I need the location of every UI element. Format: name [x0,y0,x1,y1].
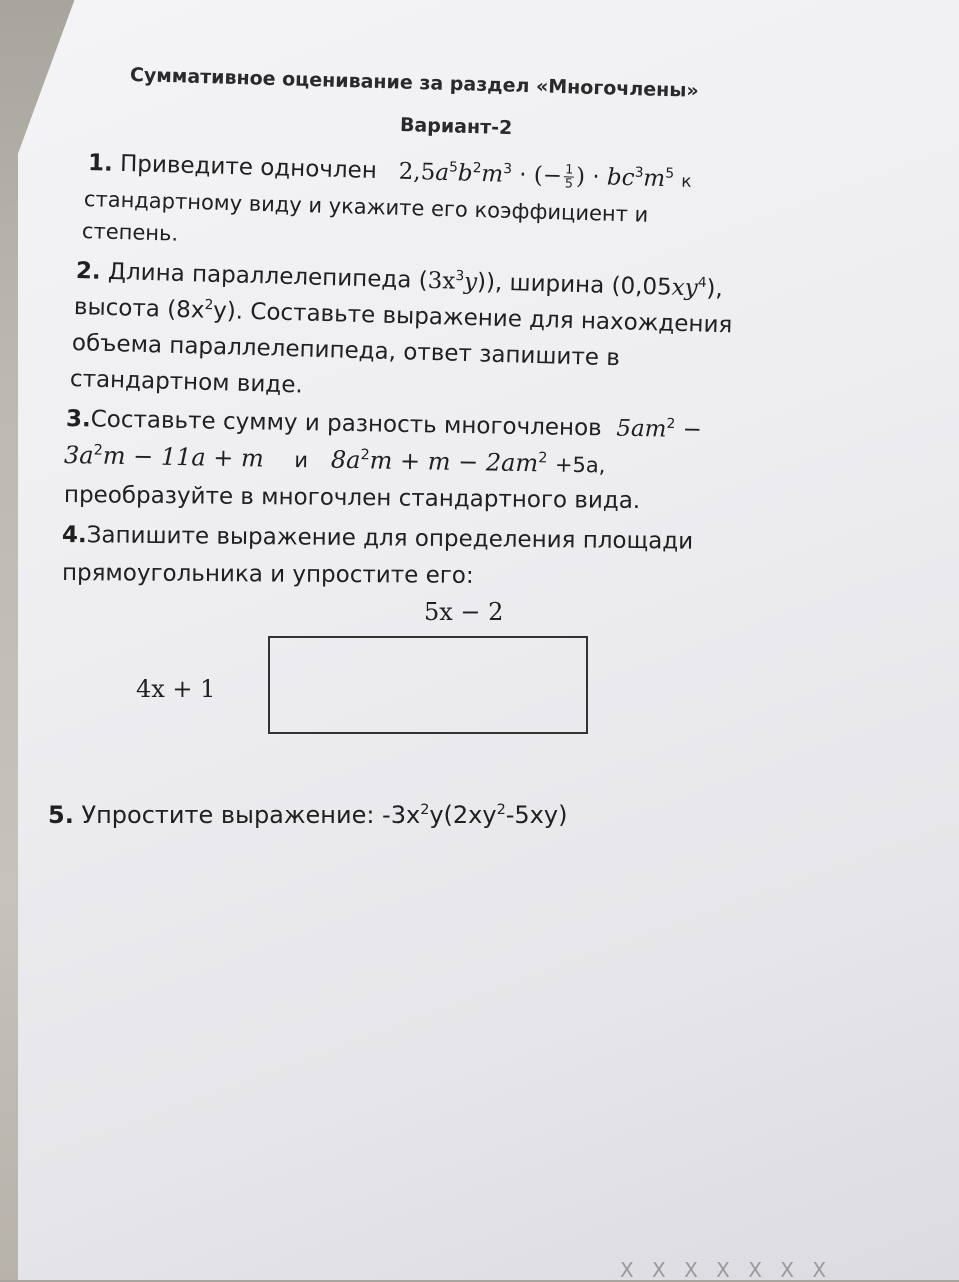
q3-p1-a: 5am [616,415,667,443]
q5-tail: -5xy) [505,801,568,829]
q1-exp-b: 2 [472,160,482,177]
q2-height-prefix: высота (8x [73,294,205,324]
q2-line3: объема параллелепипеда, ответ запишите в [71,330,621,372]
q3-p2-tail: +5a, [554,452,606,478]
q1-m2: bc [606,164,635,192]
q1-exp-a: 5 [448,159,459,176]
variant-label: Вариант-2 [399,114,513,140]
q1-dot2: · [592,164,601,191]
q3-p2-a-exp: 2 [360,447,370,464]
q3-p1-b: 3a [63,441,94,470]
q3-p2-a: 8a [330,445,361,475]
q1-paren-open: (− [533,162,563,190]
q5-exp1: 2 [420,802,430,818]
q1-text-k: к [680,171,692,192]
q1-fraction [564,161,575,191]
q4-number: 4. [61,522,87,549]
q1-frac-den: 5 [564,175,574,191]
q4-line1-text: Запишите выражение для определения площади [86,522,694,555]
q2-length-exp: 3 [455,267,465,285]
q2-width-exp: 4 [697,274,707,291]
q5-number: 5. [48,801,74,829]
q4-line1 [62,520,693,557]
bottom-edge-marks: X X X X X X X [620,1258,833,1282]
q2-text1-close: )), ширина ( [476,269,621,300]
q3-p2-a-tail: m + m − 2am [369,446,539,478]
q3-p1-a-exp: 2 [666,415,676,432]
document-title: Суммативное оценивание за раздел «Многочлены» [129,64,700,102]
q1-text-start: Приведите одночлен [119,150,378,185]
q5-line [48,800,567,830]
q1-coef: 2,5 [398,158,436,186]
q2-width-base: xy [671,274,699,302]
q1-number: 1. [87,150,114,177]
q3-p1-b-exp: 2 [93,442,103,459]
q1-exp-c: 3 [634,164,644,181]
q3-number: 3. [65,406,91,433]
q1-paren-close: ) [575,163,586,190]
q2-length-tail: y [463,268,478,296]
q1-dot1: · [518,162,527,189]
q3-line2 [64,440,606,480]
q5-mid: y(2xy [429,801,497,829]
q1-var-b: b [457,160,473,187]
q2-height-suffix: y). Составьте выражение для нахождения [212,297,733,339]
q1-exp-m: 3 [503,160,513,178]
q2-width-coef: 0,05 [620,273,673,301]
q1-line3: степень. [81,219,179,246]
q3-p1-a-tail: − [675,416,703,444]
rectangle-side-label-text: 4x + 1 [136,675,216,703]
q5-exp2: 2 [496,802,506,818]
q1-m2-var-m: m [643,165,666,193]
q2-length-base: 3x [427,267,456,295]
q1-m2-exp-m: 5 [665,165,675,182]
q2-number: 2. [75,258,102,285]
q3-conjunction: и [294,448,309,473]
rectangle-top-label: 5x − 2 [424,598,504,626]
rectangle-side-label [136,674,215,704]
q3-line3: преобразуйте в многочлен стандартного вида. [63,482,641,515]
q3-line1 [66,404,702,445]
rectangle-figure [268,636,588,734]
q1-var-a: a [434,159,450,187]
q1-var-m: m [480,160,504,188]
q3-p1-b-tail: m − 11a + m [102,441,265,473]
q5-text: Упростите выражение: -3x [81,801,421,829]
q4-line2: прямоугольника и упростите его: [61,560,474,589]
q2-text1: Длина параллелепипеда ( [107,258,429,294]
q2-line4: стандартном виде. [69,366,304,399]
q2-text1-end: ), [706,275,724,303]
q1-line2: стандартному виду и укажите его коэффициент и [83,187,649,227]
q1-frac-num: 1 [565,161,574,177]
q3-p2-b-exp: 2 [538,450,548,467]
q2-height-exp: 2 [204,296,214,314]
q3-text1: Составьте сумму и разность многочленов [90,406,602,442]
